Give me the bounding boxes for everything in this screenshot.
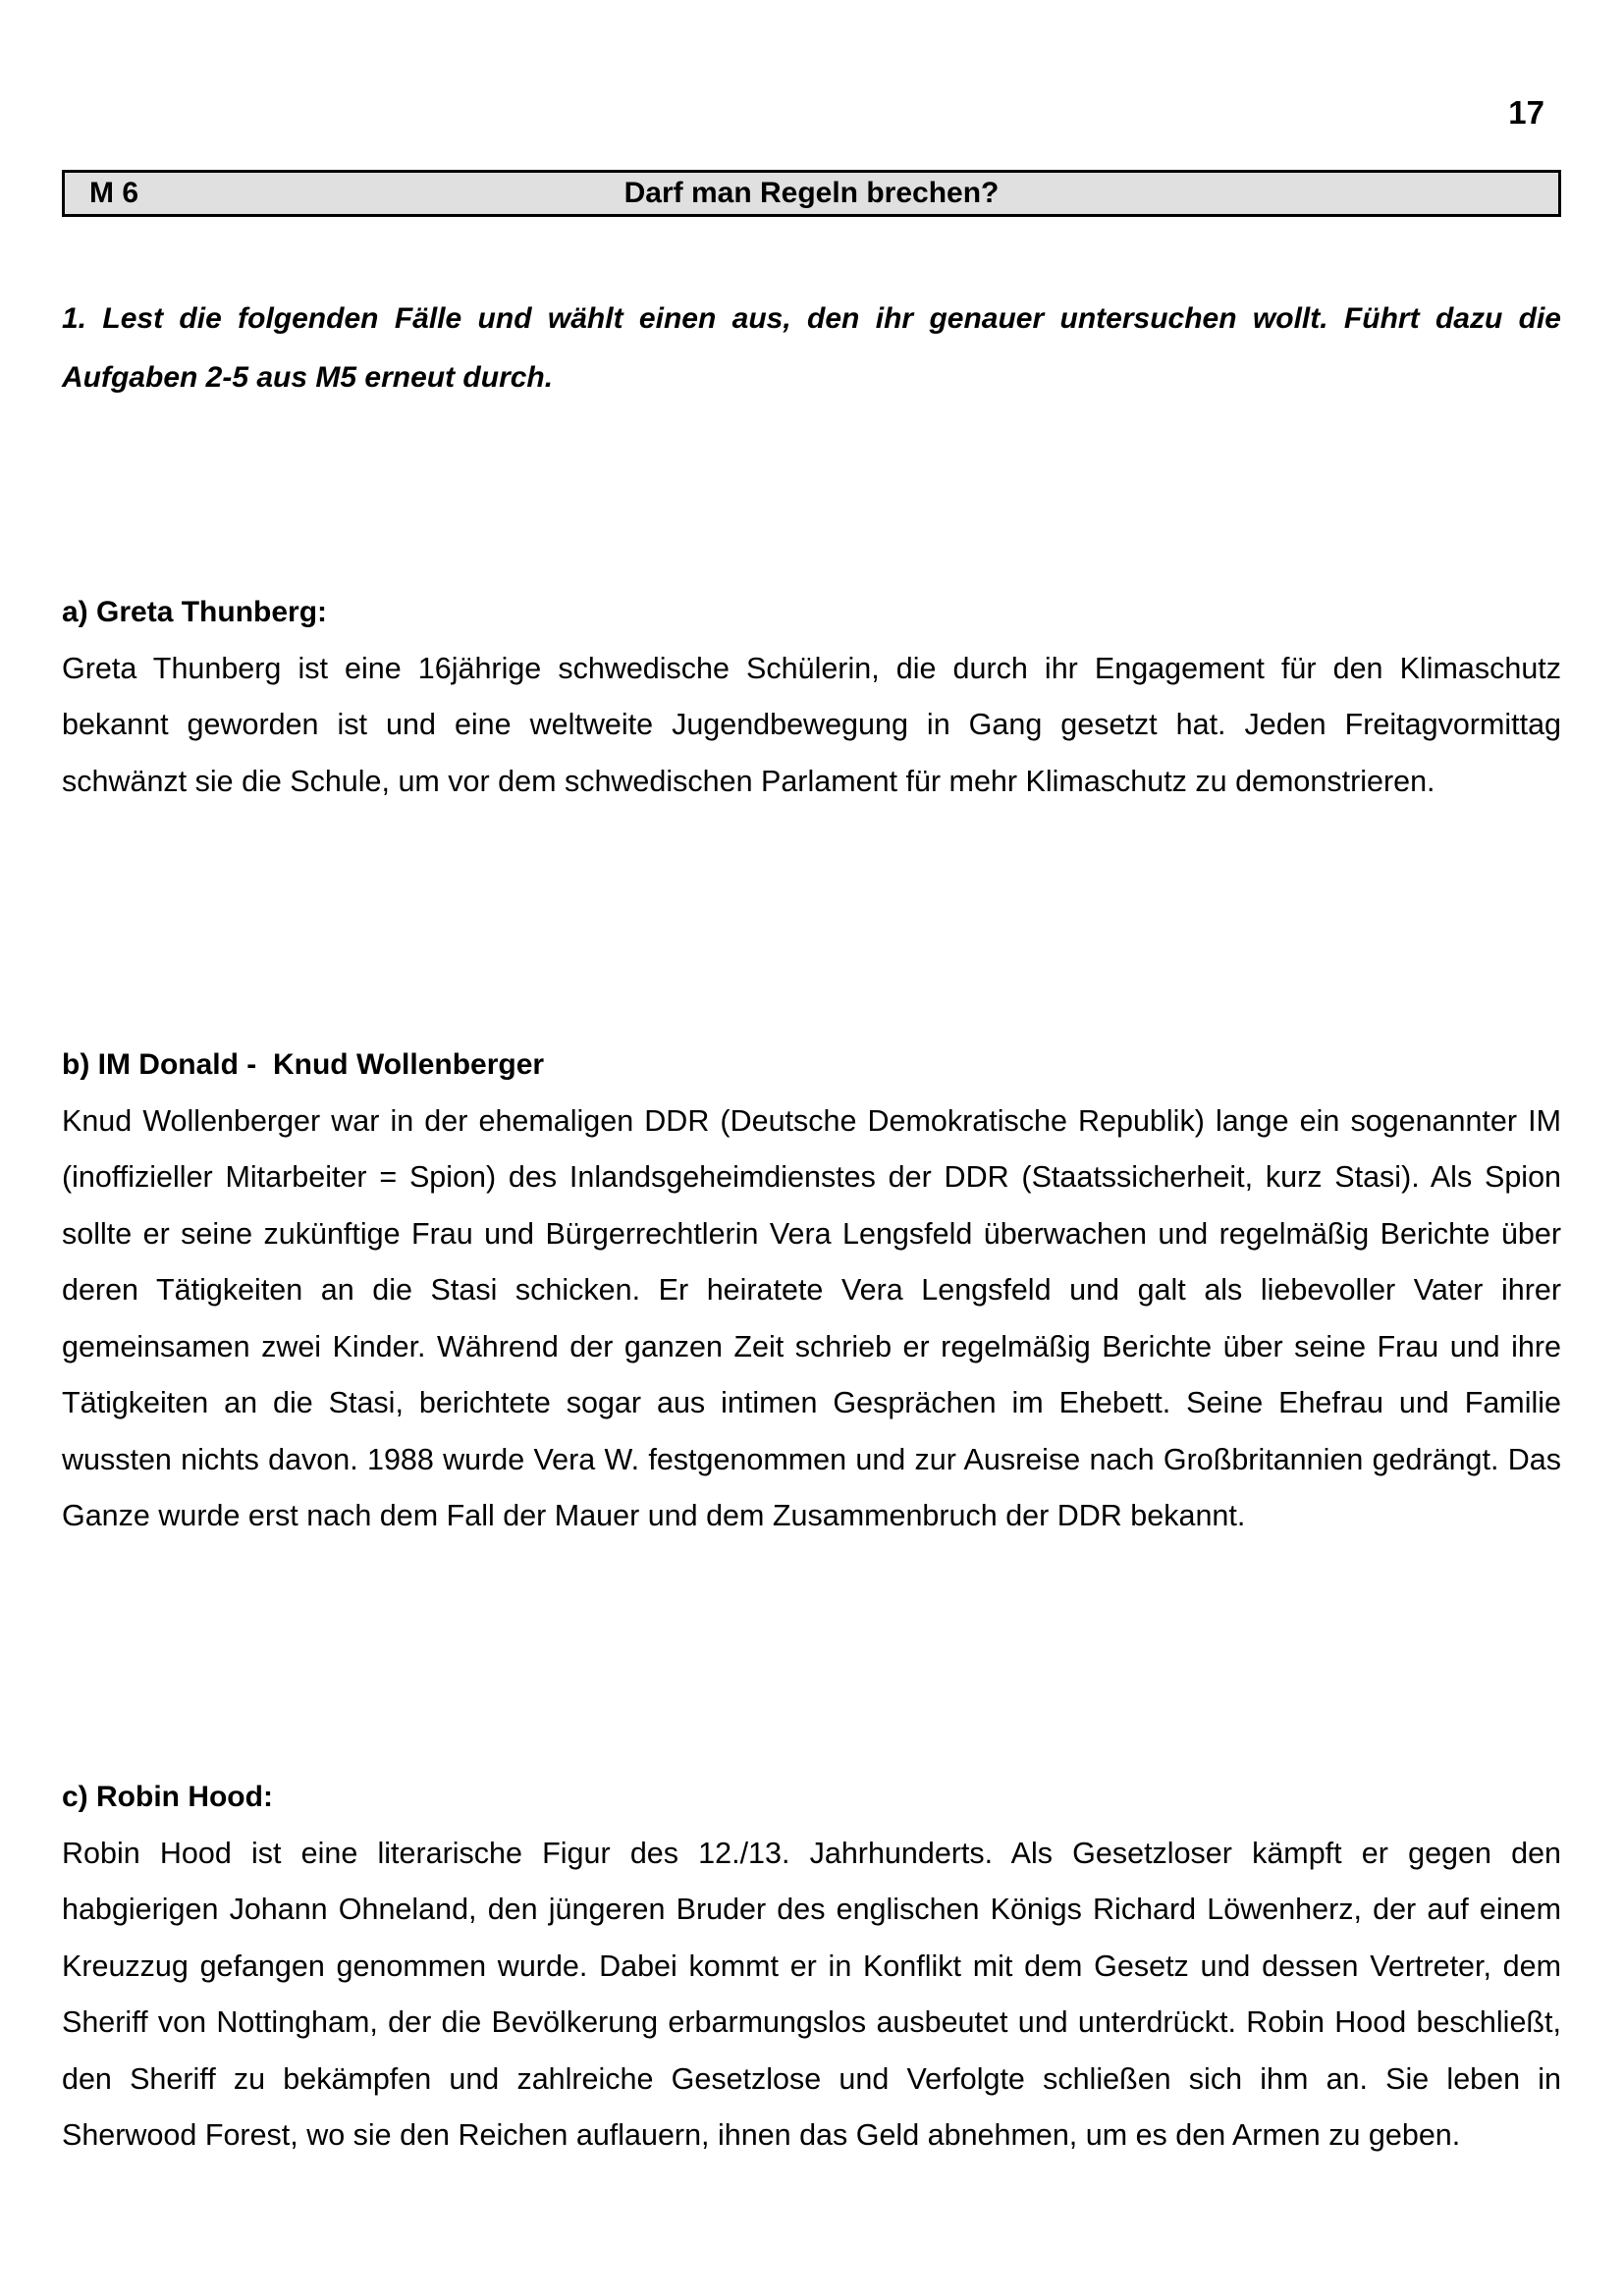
case-body-a: Greta Thunberg ist eine 16jährige schwedische Schülerin, die durch ihr Engagement für den Klimaschutz bekannt geworden ist und eine weltweite Jugendbewegung in Gang gesetzt hat. Jeden Freitagvormittag schwänzt sie die Schule, um vor dem schwedischen Parlament für mehr Klimaschutz zu demonstrieren. [62, 651, 1561, 798]
case-section-im-donald [62, 1037, 1561, 1545]
task-instruction: 1. Lest die folgenden Fälle und wählt einen aus, den ihr genauer untersuchen wollt. Führt dazu die Aufgaben 2-5 aus M5 erneut durch. [62, 302, 1561, 394]
page-number: 17 [1508, 94, 1544, 131]
case-section-robin-hood [62, 1769, 1561, 2164]
case-heading-b: b) IM Donald - Knud Wollenberger [62, 1048, 545, 1081]
worksheet-title: Darf man Regeln brechen? [623, 177, 1000, 209]
worksheet-header-bar [62, 170, 1561, 217]
case-heading-c: c) Robin Hood: [62, 1781, 273, 1813]
case-section-greta-thunberg [62, 584, 1561, 810]
material-code: M 6 [89, 177, 139, 209]
case-heading-a: a) Greta Thunberg: [62, 596, 328, 628]
case-body-b: Knud Wollenberger war in der ehemaligen DDR (Deutsche Demokratische Republik) lange ein sogenannter IM (inoffizieller Mitarbeiter = Spion) des Inlandsgeheimdienstes der DDR (Staatssicherheit, kurz Stasi). Als Spion sollte er seine zukünftige Frau und Bürgerrechtlerin Vera Lengsfeld überwachen und regelmäßig Berichte über deren Tätigkeiten an die Stasi schicken. Er heiratete Vera Lengsfeld und galt als liebevoller Vater ihrer gemeinsamen zwei Kinder. Während der ganzen Zeit schrieb er regelmäßig Berichte über seine Frau und ihre Tätigkeiten an die Stasi, berichtete sogar aus intimen Gesprächen im Ehebett. Seine Ehefrau und Familie wussten nichts davon. 1988 wurde Vera W. festgenommen und zur Ausreise nach Großbritannien gedrängt. Das Ganze wurde erst nach dem Fall der Mauer und dem Zusammenbruch der DDR bekannt. [62, 1103, 1561, 1532]
case-body-c: Robin Hood ist eine literarische Figur des 12./13. Jahrhunderts. Als Gesetzloser kämpft er gegen den habgierigen Johann Ohneland, den jüngeren Bruder des englischen Königs Richard Löwenherz, der auf einem Kreuzzug gefangen genommen wurde. Dabei kommt er in Konflikt mit dem Gesetz und dessen Vertreter, dem Sheriff von Nottingham, der die Bevölkerung erbarmungslos ausbeutet und unterdrückt. Robin Hood beschließt, den Sheriff zu bekämpfen und zahlreiche Gesetzlose und Verfolgte schließen sich ihm an. Sie leben in Sherwood Forest, wo sie den Reichen auflauern, ihnen das Geld abnehmen, um es den Armen zu geben. [62, 1836, 1561, 2152]
